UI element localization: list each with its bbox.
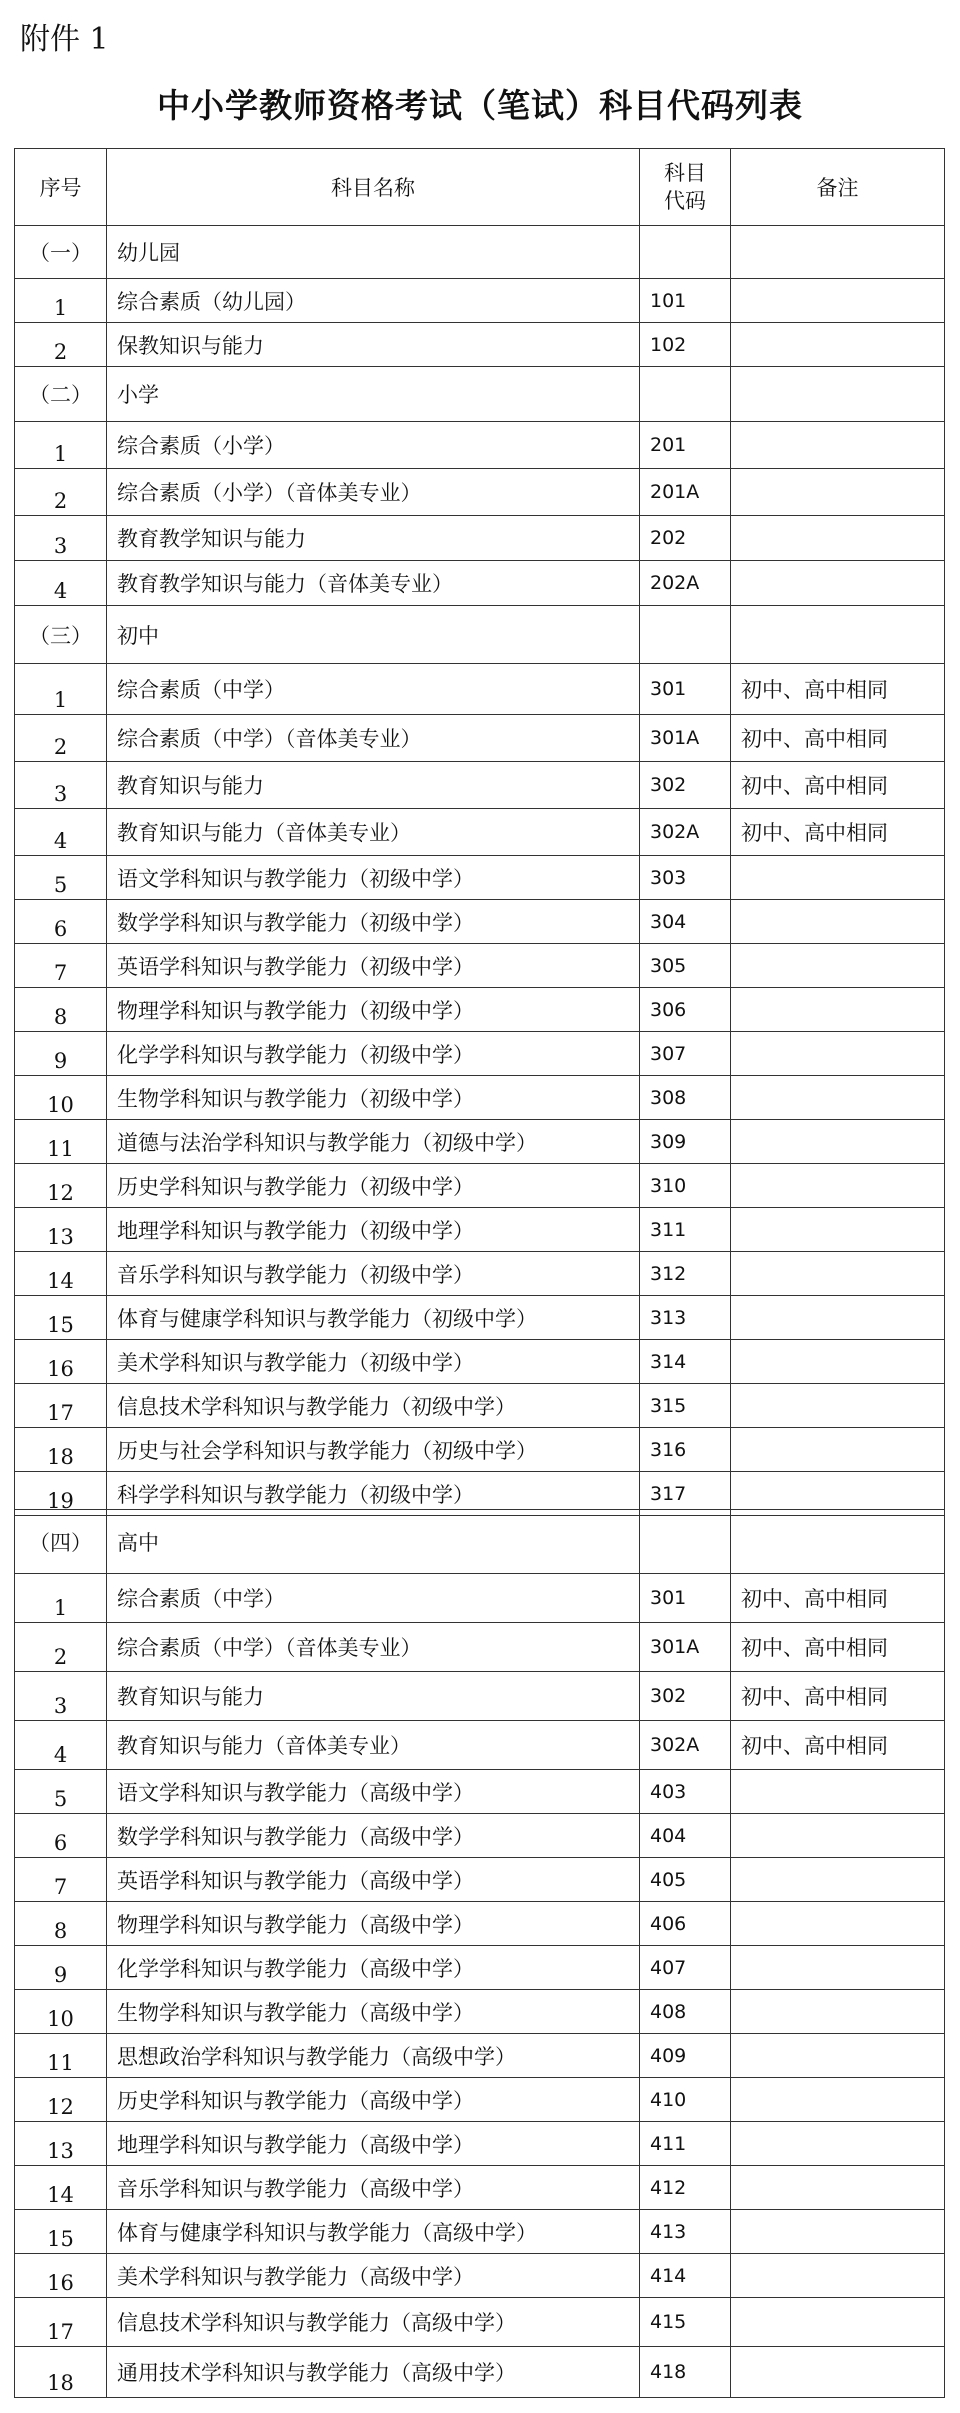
section-number: （四） [15,1510,107,1574]
row-seq: 18 [15,1428,107,1472]
subject-note [731,2210,945,2254]
subject-note: 初中、高中相同 [731,664,945,715]
subject-code: 410 [640,2078,731,2122]
subject-code: 406 [640,1902,731,1946]
row-seq: 3 [15,516,107,561]
subject-row [15,715,945,762]
subject-name: 保教知识与能力 [107,323,640,367]
subject-row [15,2347,945,2398]
header-note: 备注 [731,149,945,226]
row-seq: 11 [15,1120,107,1164]
subject-row [15,1770,945,1814]
table-body-part-1 [15,149,945,1516]
row-seq: 6 [15,1814,107,1858]
subject-code: 302A [640,809,731,856]
subject-name: 综合素质（小学） [107,422,640,469]
subject-name: 语文学科知识与教学能力（高级中学） [107,1770,640,1814]
subject-code: 316 [640,1428,731,1472]
subject-note [731,516,945,561]
subject-code: 302 [640,1672,731,1721]
subject-row [15,2210,945,2254]
row-seq: 15 [15,1296,107,1340]
subject-note [731,2122,945,2166]
subject-code: 412 [640,2166,731,2210]
section-label: 高中 [107,1510,640,1574]
subject-name: 教育知识与能力 [107,1672,640,1721]
row-seq: 12 [15,2078,107,2122]
subject-row [15,856,945,900]
subject-note [731,2078,945,2122]
subject-note [731,1340,945,1384]
subject-name: 英语学科知识与教学能力（初级中学） [107,944,640,988]
subject-note [731,1858,945,1902]
subject-name: 综合素质（中学） [107,664,640,715]
row-seq: 2 [15,469,107,516]
row-seq: 1 [15,664,107,715]
subject-code: 315 [640,1384,731,1428]
table-body-part-2 [15,1510,945,2398]
row-seq: 8 [15,1902,107,1946]
row-seq: 4 [15,809,107,856]
subject-name: 道德与法治学科知识与教学能力（初级中学） [107,1120,640,1164]
subject-name: 教育知识与能力（音体美专业） [107,1721,640,1770]
row-seq: 3 [15,1672,107,1721]
subject-name: 地理学科知识与教学能力（高级中学） [107,2122,640,2166]
subject-row [15,1384,945,1428]
subject-name: 科学学科知识与教学能力（初级中学） [107,1472,640,1516]
row-seq: 6 [15,900,107,944]
subject-note [731,1902,945,1946]
subject-row [15,762,945,809]
subject-code: 302A [640,1721,731,1770]
subject-code: 301A [640,1623,731,1672]
header-seq: 序号 [15,149,107,226]
row-seq: 3 [15,762,107,809]
row-seq: 16 [15,2254,107,2298]
section-label: 初中 [107,606,640,664]
section-heading-row [15,1510,945,1574]
subject-note: 初中、高中相同 [731,1672,945,1721]
subject-name: 教育知识与能力 [107,762,640,809]
subject-name: 教育教学知识与能力（音体美专业） [107,561,640,606]
subject-note [731,1252,945,1296]
subject-row [15,1990,945,2034]
subject-name: 综合素质（中学）（音体美专业） [107,1623,640,1672]
header-code-line1: 科目 [664,161,706,185]
subject-row [15,516,945,561]
subject-note [731,2034,945,2078]
subject-name: 通用技术学科知识与教学能力（高级中学） [107,2347,640,2398]
subject-name: 综合素质（小学）（音体美专业） [107,469,640,516]
row-seq: 19 [15,1472,107,1516]
subject-row [15,1252,945,1296]
subject-name: 生物学科知识与教学能力（初级中学） [107,1076,640,1120]
subject-note [731,900,945,944]
subject-note: 初中、高中相同 [731,809,945,856]
subject-name: 音乐学科知识与教学能力（高级中学） [107,2166,640,2210]
subject-code: 403 [640,1770,731,1814]
subject-name: 地理学科知识与教学能力（初级中学） [107,1208,640,1252]
section-label: 幼儿园 [107,226,640,279]
subject-code: 308 [640,1076,731,1120]
subject-row [15,469,945,516]
subject-code: 202A [640,561,731,606]
subject-note [731,2254,945,2298]
row-seq: 15 [15,2210,107,2254]
section-label: 小学 [107,367,640,422]
row-seq: 8 [15,988,107,1032]
subject-row [15,900,945,944]
subject-code: 414 [640,2254,731,2298]
subject-name: 体育与健康学科知识与教学能力（高级中学） [107,2210,640,2254]
subject-code: 201A [640,469,731,516]
subject-name: 化学学科知识与教学能力（高级中学） [107,1946,640,1990]
subject-note [731,323,945,367]
row-seq: 1 [15,1574,107,1623]
subject-code: 102 [640,323,731,367]
row-seq: 14 [15,1252,107,1296]
row-seq: 4 [15,561,107,606]
subject-row [15,664,945,715]
row-seq: 4 [15,1721,107,1770]
subject-name: 体育与健康学科知识与教学能力（初级中学） [107,1296,640,1340]
subject-row [15,1428,945,1472]
subject-name: 教育教学知识与能力 [107,516,640,561]
subject-note [731,422,945,469]
subject-code: 312 [640,1252,731,1296]
subject-code: 317 [640,1472,731,1516]
subject-code: 301 [640,1574,731,1623]
row-seq: 2 [15,1623,107,1672]
row-seq: 7 [15,944,107,988]
subject-note [731,1164,945,1208]
subject-code: 415 [640,2298,731,2347]
section-note-empty [731,1510,945,1574]
subject-row [15,1340,945,1384]
row-seq: 14 [15,2166,107,2210]
subject-name: 信息技术学科知识与教学能力（高级中学） [107,2298,640,2347]
row-seq: 10 [15,1076,107,1120]
subject-row [15,1623,945,1672]
subject-row [15,422,945,469]
subject-note [731,561,945,606]
subject-note: 初中、高中相同 [731,1574,945,1623]
subject-note [731,1120,945,1164]
row-seq: 1 [15,279,107,323]
row-seq: 13 [15,1208,107,1252]
subject-row [15,1902,945,1946]
header-name: 科目名称 [107,149,640,226]
section-code-empty [640,367,731,422]
header-code [640,149,731,226]
section-note-empty [731,226,945,279]
subject-name: 物理学科知识与教学能力（初级中学） [107,988,640,1032]
section-number: （一） [15,226,107,279]
subject-code: 307 [640,1032,731,1076]
subject-code: 313 [640,1296,731,1340]
subject-code: 413 [640,2210,731,2254]
subject-note [731,944,945,988]
subject-code: 411 [640,2122,731,2166]
subject-row [15,1672,945,1721]
subject-code: 407 [640,1946,731,1990]
section-heading-row [15,606,945,664]
section-number: （三） [15,606,107,664]
subject-note [731,2166,945,2210]
subject-note [731,1428,945,1472]
subject-note [731,1814,945,1858]
subject-code-table-part-1 [14,148,945,1516]
subject-code: 202 [640,516,731,561]
subject-name: 教育知识与能力（音体美专业） [107,809,640,856]
subject-row [15,1814,945,1858]
subject-row [15,809,945,856]
subject-row [15,323,945,367]
section-note-empty [731,606,945,664]
subject-row [15,2298,945,2347]
subject-code: 309 [640,1120,731,1164]
row-seq: 2 [15,323,107,367]
subject-code: 310 [640,1164,731,1208]
subject-name: 物理学科知识与教学能力（高级中学） [107,1902,640,1946]
subject-row [15,2122,945,2166]
subject-code: 301A [640,715,731,762]
subject-name: 综合素质（中学）（音体美专业） [107,715,640,762]
subject-row [15,1120,945,1164]
subject-note [731,469,945,516]
subject-row [15,1574,945,1623]
subject-row [15,2254,945,2298]
row-seq: 9 [15,1946,107,1990]
subject-code: 302 [640,762,731,809]
subject-name: 数学学科知识与教学能力（高级中学） [107,1814,640,1858]
section-note-empty [731,367,945,422]
subject-name: 信息技术学科知识与教学能力（初级中学） [107,1384,640,1428]
row-seq: 16 [15,1340,107,1384]
subject-note [731,1032,945,1076]
section-code-empty [640,606,731,664]
subject-row [15,1032,945,1076]
subject-code: 404 [640,1814,731,1858]
subject-note [731,988,945,1032]
subject-row [15,1946,945,1990]
row-seq: 5 [15,1770,107,1814]
row-seq: 5 [15,856,107,900]
subject-row [15,1296,945,1340]
row-seq: 1 [15,422,107,469]
row-seq: 13 [15,2122,107,2166]
subject-code: 418 [640,2347,731,2398]
document-title: 中小学教师资格考试（笔试）科目代码列表 [157,86,803,125]
subject-row [15,1208,945,1252]
subject-note [731,1076,945,1120]
subject-note [731,2347,945,2398]
subject-name: 思想政治学科知识与教学能力（高级中学） [107,2034,640,2078]
header-row [15,149,945,226]
subject-name: 历史学科知识与教学能力（初级中学） [107,1164,640,1208]
subject-name: 语文学科知识与教学能力（初级中学） [107,856,640,900]
row-seq: 10 [15,1990,107,2034]
row-seq: 2 [15,715,107,762]
row-seq: 17 [15,2298,107,2347]
subject-note [731,856,945,900]
subject-note [731,279,945,323]
header-code-line2: 代码 [664,189,706,213]
subject-note [731,1946,945,1990]
subject-row [15,1858,945,1902]
subject-row [15,561,945,606]
subject-name: 美术学科知识与教学能力（初级中学） [107,1340,640,1384]
subject-row [15,1076,945,1120]
subject-note: 初中、高中相同 [731,1721,945,1770]
subject-note: 初中、高中相同 [731,1623,945,1672]
subject-row [15,2034,945,2078]
subject-name: 音乐学科知识与教学能力（初级中学） [107,1252,640,1296]
subject-code: 306 [640,988,731,1032]
subject-note: 初中、高中相同 [731,762,945,809]
subject-note [731,1990,945,2034]
subject-note [731,2298,945,2347]
section-code-empty [640,1510,731,1574]
row-seq: 7 [15,1858,107,1902]
subject-code: 303 [640,856,731,900]
subject-row [15,1721,945,1770]
subject-code: 305 [640,944,731,988]
subject-row [15,1164,945,1208]
subject-code: 301 [640,664,731,715]
subject-code-table-part-2 [14,1509,945,2398]
section-heading-row [15,367,945,422]
subject-code: 311 [640,1208,731,1252]
subject-name: 综合素质（幼儿园） [107,279,640,323]
subject-code: 405 [640,1858,731,1902]
row-seq: 11 [15,2034,107,2078]
subject-name: 英语学科知识与教学能力（高级中学） [107,1858,640,1902]
subject-name: 生物学科知识与教学能力（高级中学） [107,1990,640,2034]
subject-name: 数学学科知识与教学能力（初级中学） [107,900,640,944]
section-code-empty [640,226,731,279]
row-seq: 17 [15,1384,107,1428]
subject-code: 408 [640,1990,731,2034]
subject-note [731,1296,945,1340]
subject-row [15,2166,945,2210]
subject-row [15,2078,945,2122]
subject-code: 314 [640,1340,731,1384]
row-seq: 9 [15,1032,107,1076]
subject-note [731,1770,945,1814]
row-seq: 12 [15,1164,107,1208]
subject-row [15,988,945,1032]
row-seq: 18 [15,2347,107,2398]
section-heading-row [15,226,945,279]
subject-code: 101 [640,279,731,323]
subject-name: 综合素质（中学） [107,1574,640,1623]
subject-row [15,279,945,323]
subject-note: 初中、高中相同 [731,715,945,762]
subject-note [731,1384,945,1428]
subject-name: 历史学科知识与教学能力（高级中学） [107,2078,640,2122]
subject-code: 304 [640,900,731,944]
subject-code: 201 [640,422,731,469]
subject-name: 历史与社会学科知识与教学能力（初级中学） [107,1428,640,1472]
subject-row [15,944,945,988]
subject-name: 美术学科知识与教学能力（高级中学） [107,2254,640,2298]
attachment-label: 附件 1 [20,22,109,57]
subject-code: 409 [640,2034,731,2078]
subject-name: 化学学科知识与教学能力（初级中学） [107,1032,640,1076]
section-number: （二） [15,367,107,422]
subject-note [731,1208,945,1252]
